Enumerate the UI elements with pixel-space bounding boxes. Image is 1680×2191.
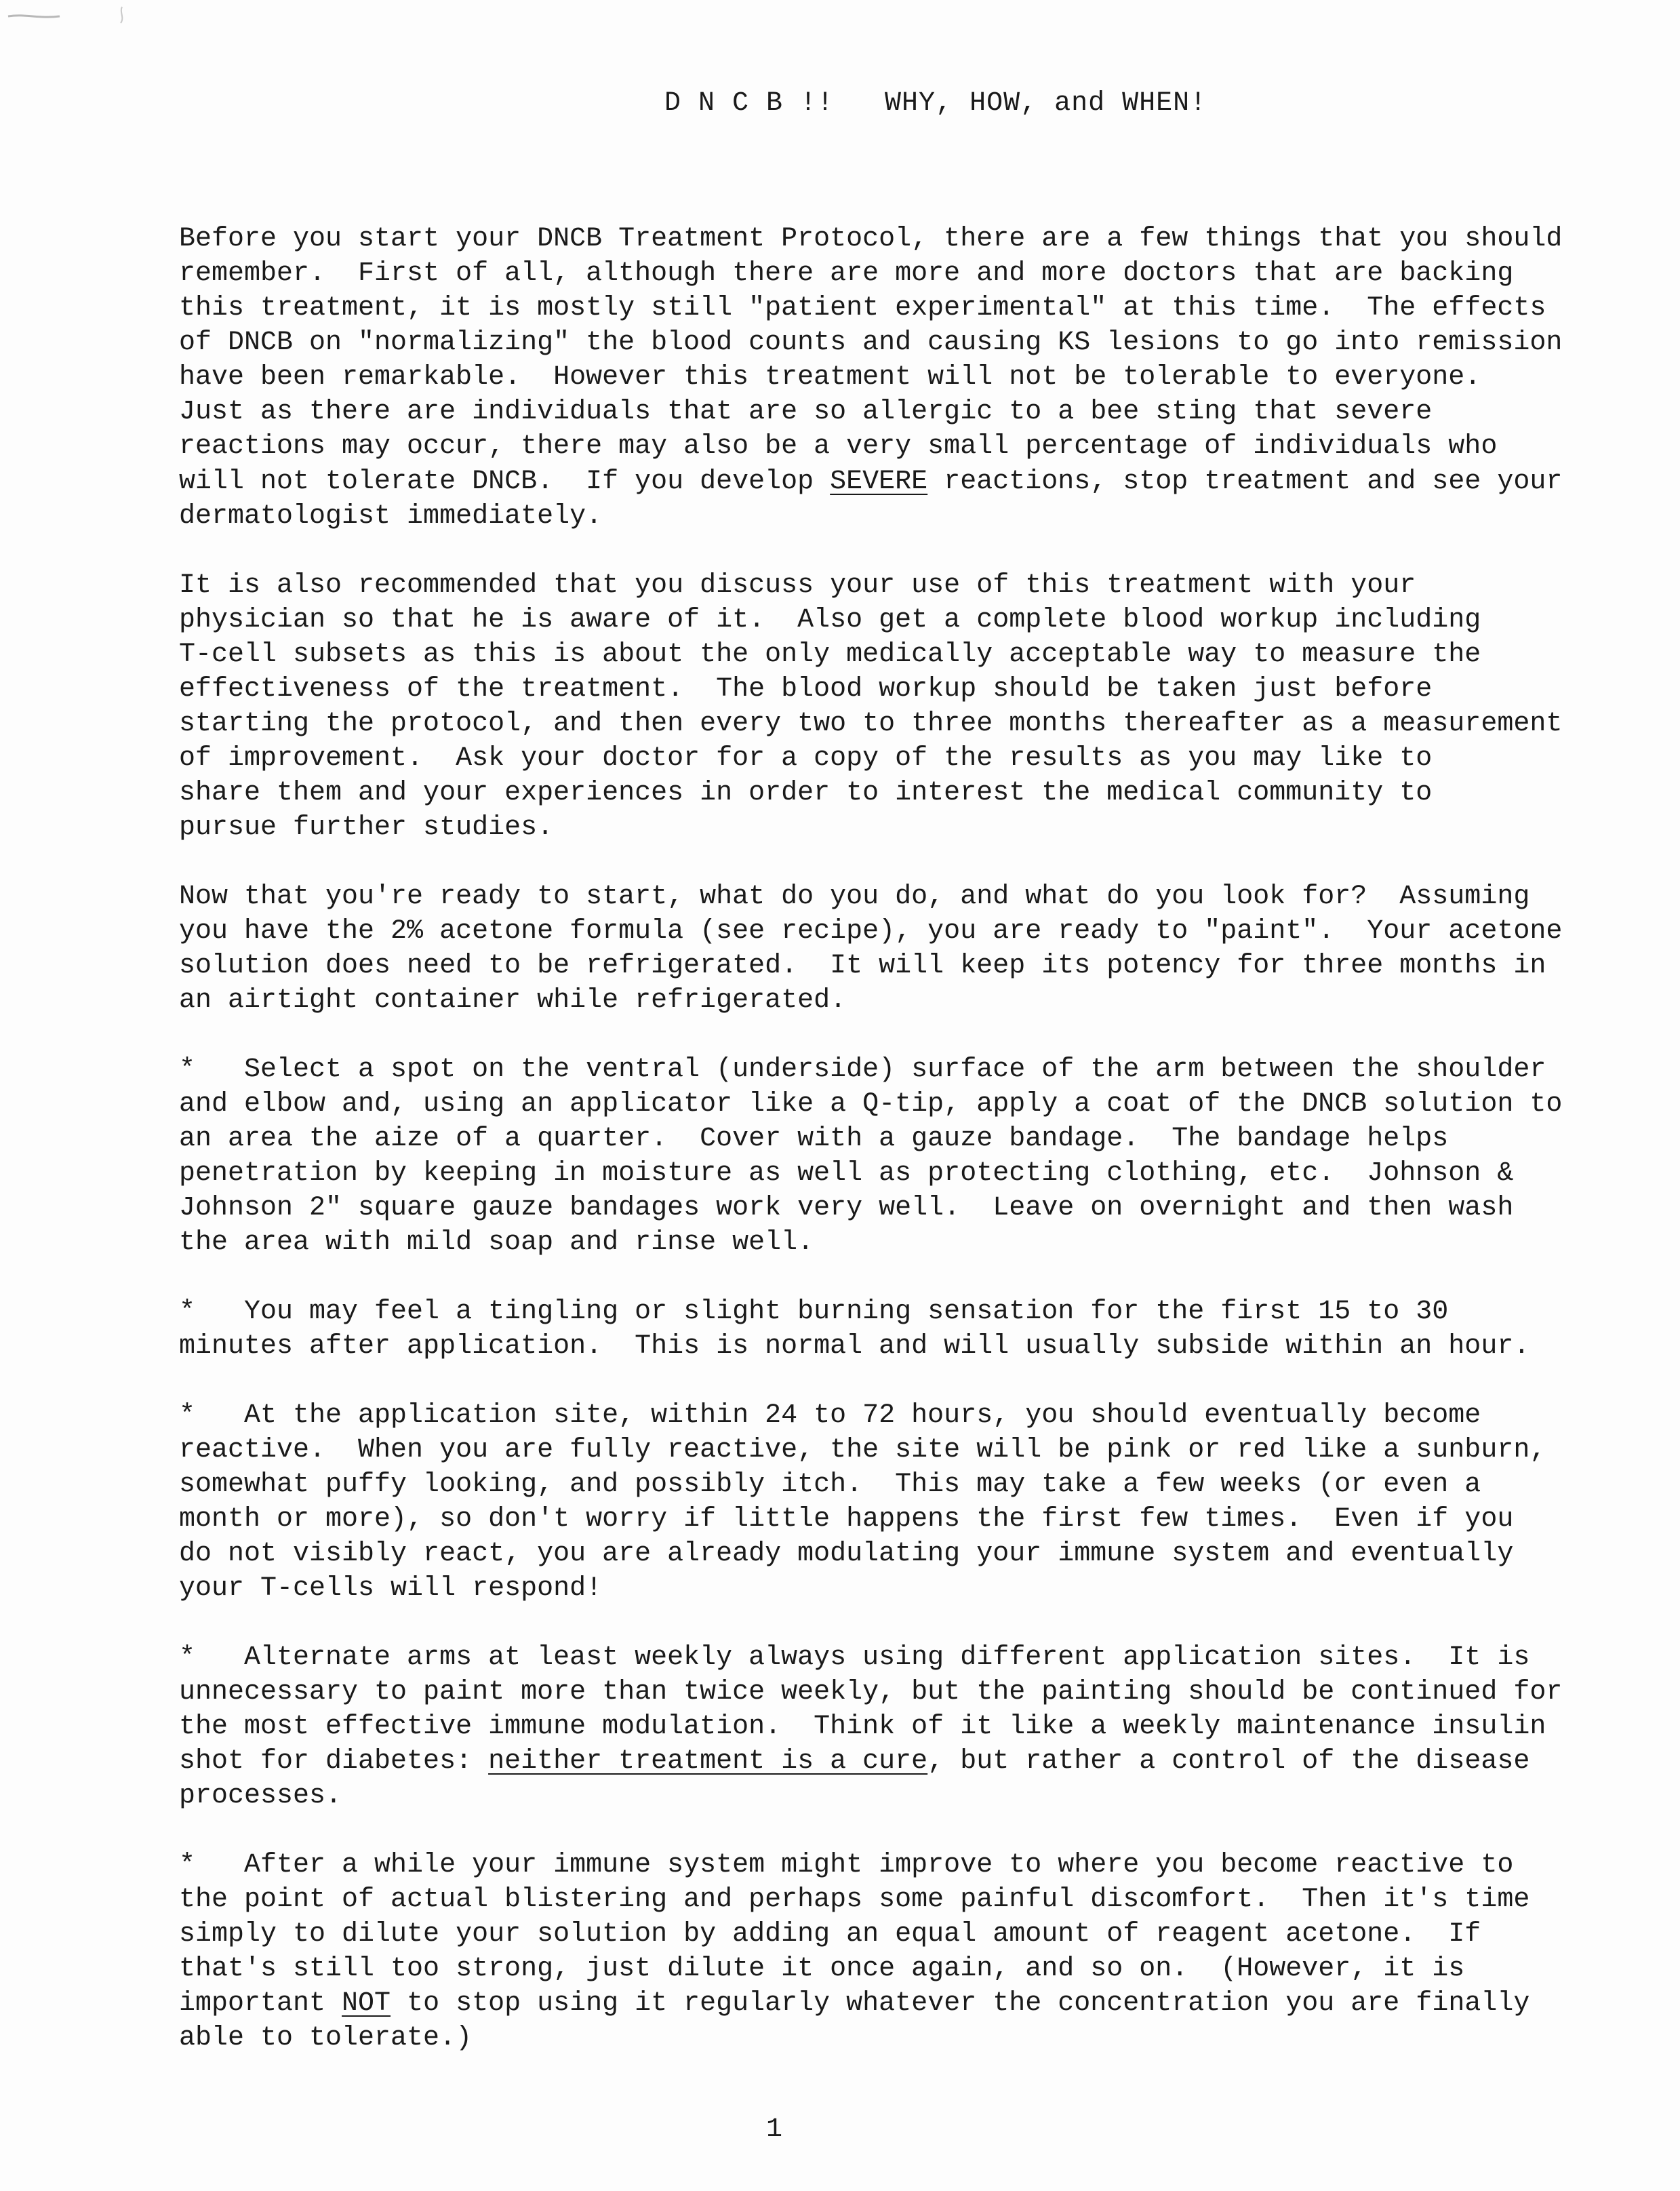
text-line: physician so that he is aware of it. Also get a complete blood workup including — [179, 605, 1481, 635]
underlined-text: neither treatment is a cure — [488, 1746, 928, 1777]
text-line: able to tolerate.) — [179, 2023, 473, 2053]
text-line — [179, 1988, 1529, 2019]
text-line: * Alternate arms at least weekly always using different application sites. It is — [179, 1642, 1530, 1673]
text-line: effectiveness of the treatment. The blood workup should be taken just before — [179, 674, 1433, 705]
text-line: month or more), so don't worry if little happens the first few times. Even if you — [179, 1504, 1514, 1535]
text-segment: reactions, stop treatment and see your — [927, 467, 1563, 497]
text-line: reactive. When you are fully reactive, the site will be pink or red like a sunburn, — [179, 1435, 1546, 1465]
text-line: Now that you're ready to start, what do you do, and what do you look for? Assuming — [179, 882, 1530, 912]
text-line: * You may feel a tingling or slight burning sensation for the first 15 to 30 — [179, 1297, 1449, 1327]
text-line: an airtight container while refrigerated. — [179, 985, 847, 1016]
underlined-text: NOT — [342, 1988, 391, 2019]
text-line: somewhat puffy looking, and possibly itch. This may take a few weeks (or even a — [179, 1469, 1481, 1500]
text-line: this treatment, it is mostly still "patient experimental" at this time. The effects — [179, 293, 1546, 323]
text-line: an area the aize of a quarter. Cover with a gauze bandage. The bandage helps — [179, 1124, 1449, 1154]
text-line: Johnson 2" square gauze bandages work very well. Leave on overnight and then wash — [179, 1193, 1514, 1223]
text-line: * At the application site, within 24 to 72 hours, you should eventually become — [179, 1400, 1481, 1431]
text-line: reactions may occur, there may also be a very small percentage of individuals who — [179, 431, 1498, 462]
document-title: D N C B !! WHY, HOW, and WHEN! — [664, 88, 1207, 119]
underlined-text: SEVERE — [830, 467, 928, 497]
text-line: and elbow and, using an applicator like a Q-tip, apply a coat of the DNCB solution to — [179, 1089, 1563, 1120]
text-line: the area with mild soap and rinse well. — [179, 1227, 814, 1258]
text-segment: to stop using it regularly whatever the concentration you are finally — [391, 1988, 1530, 2019]
text-segment: will not tolerate DNCB. If you develop — [179, 467, 831, 497]
text-line: simply to dilute your solution by adding an equal amount of reagent acetone. If — [179, 1919, 1481, 1950]
text-line: the point of actual blistering and perhaps some painful discomfort. Then it's time — [179, 1884, 1530, 1915]
text-line: the most effective immune modulation. Think of it like a weekly maintenance insulin — [179, 1712, 1546, 1742]
text-line — [179, 467, 1562, 498]
text-line: that's still too strong, just dilute it once again, and so on. (However, it is — [179, 1954, 1465, 1984]
text-line: unnecessary to paint more than twice weekly, but the painting should be continued for — [179, 1677, 1563, 1708]
text-line: starting the protocol, and then every two to three months thereafter as a measurement — [179, 709, 1563, 739]
text-line: * Select a spot on the ventral (underside) surface of the arm between the shoulder — [179, 1054, 1546, 1085]
text-line: do not visibly react, you are already modulating your immune system and eventually — [179, 1539, 1514, 1569]
text-line: minutes after application. This is normal and will usually subside within an hour. — [179, 1331, 1530, 1362]
text-line: of DNCB on "normalizing" the blood counts and causing KS lesions to go into remission — [179, 328, 1563, 358]
text-segment: , but rather a control of the disease — [927, 1746, 1530, 1777]
text-line: your T-cells will respond! — [179, 1573, 603, 1604]
text-line: * After a while your immune system might improve to where you become reactive to — [179, 1850, 1514, 1880]
page-number: 1 — [766, 2114, 783, 2145]
text-line: share them and your experiences in order to interest the medical community to — [179, 778, 1433, 808]
text-line: remember. First of all, although there are more and more doctors that are backing — [179, 258, 1514, 289]
text-segment: shot for diabetes: — [179, 1746, 489, 1777]
text-line — [179, 1746, 1529, 1777]
text-line: Just as there are individuals that are so allergic to a bee sting that severe — [179, 397, 1433, 427]
text-line: of improvement. Ask your doctor for a copy of the results as you may like to — [179, 743, 1433, 774]
text-line: penetration by keeping in moisture as well as protecting clothing, etc. Johnson & — [179, 1158, 1514, 1189]
text-line: Before you start your DNCB Treatment Protocol, there are a few things that you should — [179, 224, 1563, 254]
text-segment: important — [179, 1988, 342, 2019]
text-line: processes. — [179, 1781, 342, 1811]
text-line: solution does need to be refrigerated. It will keep its potency for three months in — [179, 951, 1546, 981]
scan-mark — [5, 3, 127, 30]
text-line: It is also recommended that you discuss your use of this treatment with your — [179, 570, 1416, 601]
text-line: dermatologist immediately. — [179, 501, 603, 532]
text-line: have been remarkable. However this treatment will not be tolerable to everyone. — [179, 362, 1481, 393]
text-line: T-cell subsets as this is about the only medically acceptable way to measure the — [179, 639, 1481, 670]
text-line: pursue further studies. — [179, 812, 554, 843]
text-line: you have the 2% acetone formula (see recipe), you are ready to "paint". Your acetone — [179, 916, 1563, 947]
